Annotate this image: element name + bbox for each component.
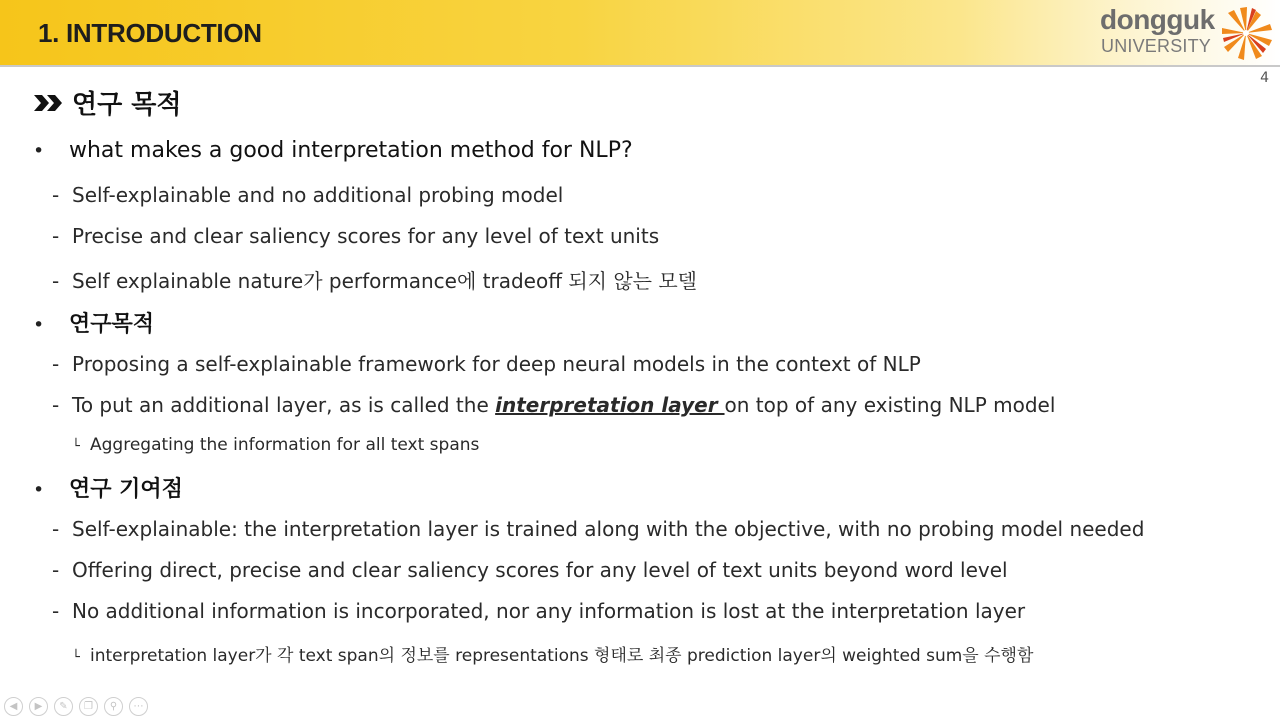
list-item — [52, 224, 659, 248]
bullet-icon: • — [33, 140, 45, 162]
corner-icon: └ — [72, 439, 80, 454]
list-item — [52, 393, 1055, 417]
list-item — [52, 265, 697, 294]
section-heading — [32, 84, 182, 121]
sub-item-text: To put an additional layer, as is called the — [72, 393, 496, 417]
list-item — [72, 641, 1033, 666]
sub-item-text: Self-explainable: the interpretation layer is trained along with the objective, with no probing model needed — [72, 517, 1145, 541]
presentation-controls — [4, 697, 148, 716]
dash-icon: - — [52, 183, 60, 207]
dash-icon: - — [52, 517, 60, 541]
detail-text: interpretation layer가 각 text span의 정보를 representations 형태로 최종 prediction layer의 weighted sum을 수행함 — [90, 646, 1034, 666]
copy-icon[interactable]: ❐ — [79, 697, 98, 716]
double-chevron-icon — [32, 93, 66, 113]
logo-subtitle: UNIVERSITY — [1101, 36, 1212, 56]
corner-icon: └ — [72, 650, 80, 665]
sub-item-text: No additional information is incorporated, nor any information is lost at the interpretation layer — [72, 599, 1026, 623]
detail-text: Aggregating the information for all text spans — [90, 435, 480, 455]
list-item — [52, 599, 1025, 623]
list-item — [72, 435, 479, 455]
list-item — [33, 472, 183, 503]
logo-wordmark: dongguk — [1100, 4, 1215, 35]
section-heading-label: 연구 목적 — [72, 90, 182, 120]
prev-icon[interactable]: ◀ — [4, 697, 23, 716]
sub-item-text: Self-explainable and no additional probing model — [72, 183, 564, 207]
page-number: 4 — [1260, 70, 1269, 86]
pen-icon[interactable]: ✎ — [54, 697, 73, 716]
sub-item-text: Precise and clear saliency scores for any level of text units — [72, 224, 660, 248]
dash-icon: - — [52, 352, 60, 376]
emphasized-term: interpretation layer — [495, 393, 725, 417]
bullet-text: 연구 기여점 — [69, 477, 183, 502]
list-item — [33, 307, 154, 338]
list-item — [52, 517, 1144, 541]
university-logo — [1098, 2, 1278, 62]
sub-item-text: Proposing a self-explainable framework for deep neural models in the context of NLP — [72, 352, 921, 376]
list-item — [33, 138, 633, 163]
dash-icon: - — [52, 558, 60, 582]
list-item — [52, 352, 921, 376]
bullet-text: 연구목적 — [69, 312, 155, 337]
sunburst-logo-icon — [1216, 4, 1276, 62]
sub-item-text: Self explainable nature가 performance에 tradeoff 되지 않는 모델 — [72, 269, 697, 293]
header-divider — [0, 65, 1280, 67]
next-icon[interactable]: ▶ — [29, 697, 48, 716]
zoom-icon[interactable]: ⚲ — [104, 697, 123, 716]
dash-icon: - — [52, 393, 60, 417]
sub-item-text: on top of any existing NLP model — [724, 393, 1056, 417]
bullet-text: what makes a good interpretation method for NLP? — [69, 138, 633, 163]
slide-title: 1. INTRODUCTION — [38, 18, 262, 48]
dash-icon: - — [52, 224, 60, 248]
dash-icon: - — [52, 269, 60, 293]
list-item — [52, 183, 563, 207]
dash-icon: - — [52, 599, 60, 623]
list-item — [52, 558, 1008, 582]
bullet-icon: • — [33, 314, 45, 336]
more-icon[interactable]: ⋯ — [129, 697, 148, 716]
sub-item-text: Offering direct, precise and clear saliency scores for any level of text units beyond word level — [72, 558, 1008, 582]
bullet-icon: • — [33, 479, 45, 501]
